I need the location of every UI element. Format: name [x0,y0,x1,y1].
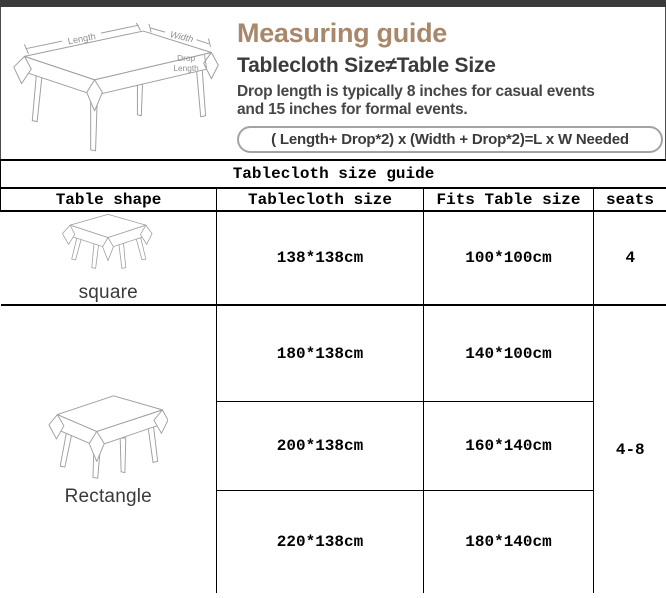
rectangle-shape-cell [1,305,217,593]
drop-length-label-line2: Length [173,63,199,73]
measuring-guide-section [0,7,666,159]
description-line1: Drop length is typically 8 inches for casual events [237,82,595,100]
drop-length-label-line1: Drop [177,54,196,64]
header-tablecloth-size: Tablecloth size [217,188,424,211]
table-row-square [1,211,666,305]
square-shape-cell [1,211,217,305]
rectangle-table-illustration [48,392,168,484]
measuring-table-illustration [5,23,227,154]
header-seats: seats [594,188,666,211]
shape-label-square: square [78,282,138,303]
fits-table-size-value: 100*100cm [424,211,594,305]
tablecloth-size-value: 200*138cm [217,402,424,491]
size-guide-table [0,159,666,593]
fits-table-size-value: 180*140cm [424,491,594,594]
size-table-title: Tablecloth size guide [1,160,666,188]
table-row-rectangle-1 [1,305,666,402]
drop-length-description [237,83,663,120]
measuring-guide-title: Measuring guide [237,18,448,48]
tablecloth-size-value: 180*138cm [217,305,424,402]
description-line2: and 15 inches for formal events. [237,101,468,119]
header-fits-table-size: Fits Table size [424,188,594,211]
length-dimension-label: Length [66,31,97,47]
fits-table-size-value: 160*140cm [424,402,594,491]
square-table-illustration [56,212,160,280]
header-table-shape: Table shape [1,188,217,211]
seats-value-square: 4 [594,211,666,305]
fits-table-size-value: 140*100cm [424,305,594,402]
seats-value-rectangle: 4-8 [594,305,666,593]
width-dimension-label: Width [169,29,195,45]
measuring-formula: ( Length+ Drop*2) x (Width + Drop*2)=L x W Needed [237,126,663,153]
shape-label-rectangle: Rectangle [64,485,152,507]
measuring-guide-subtitle: Tablecloth Size≠Table Size [237,53,496,77]
tablecloth-size-value: 138*138cm [217,211,424,305]
tablecloth-size-value: 220*138cm [217,491,424,594]
top-strip [0,0,666,7]
